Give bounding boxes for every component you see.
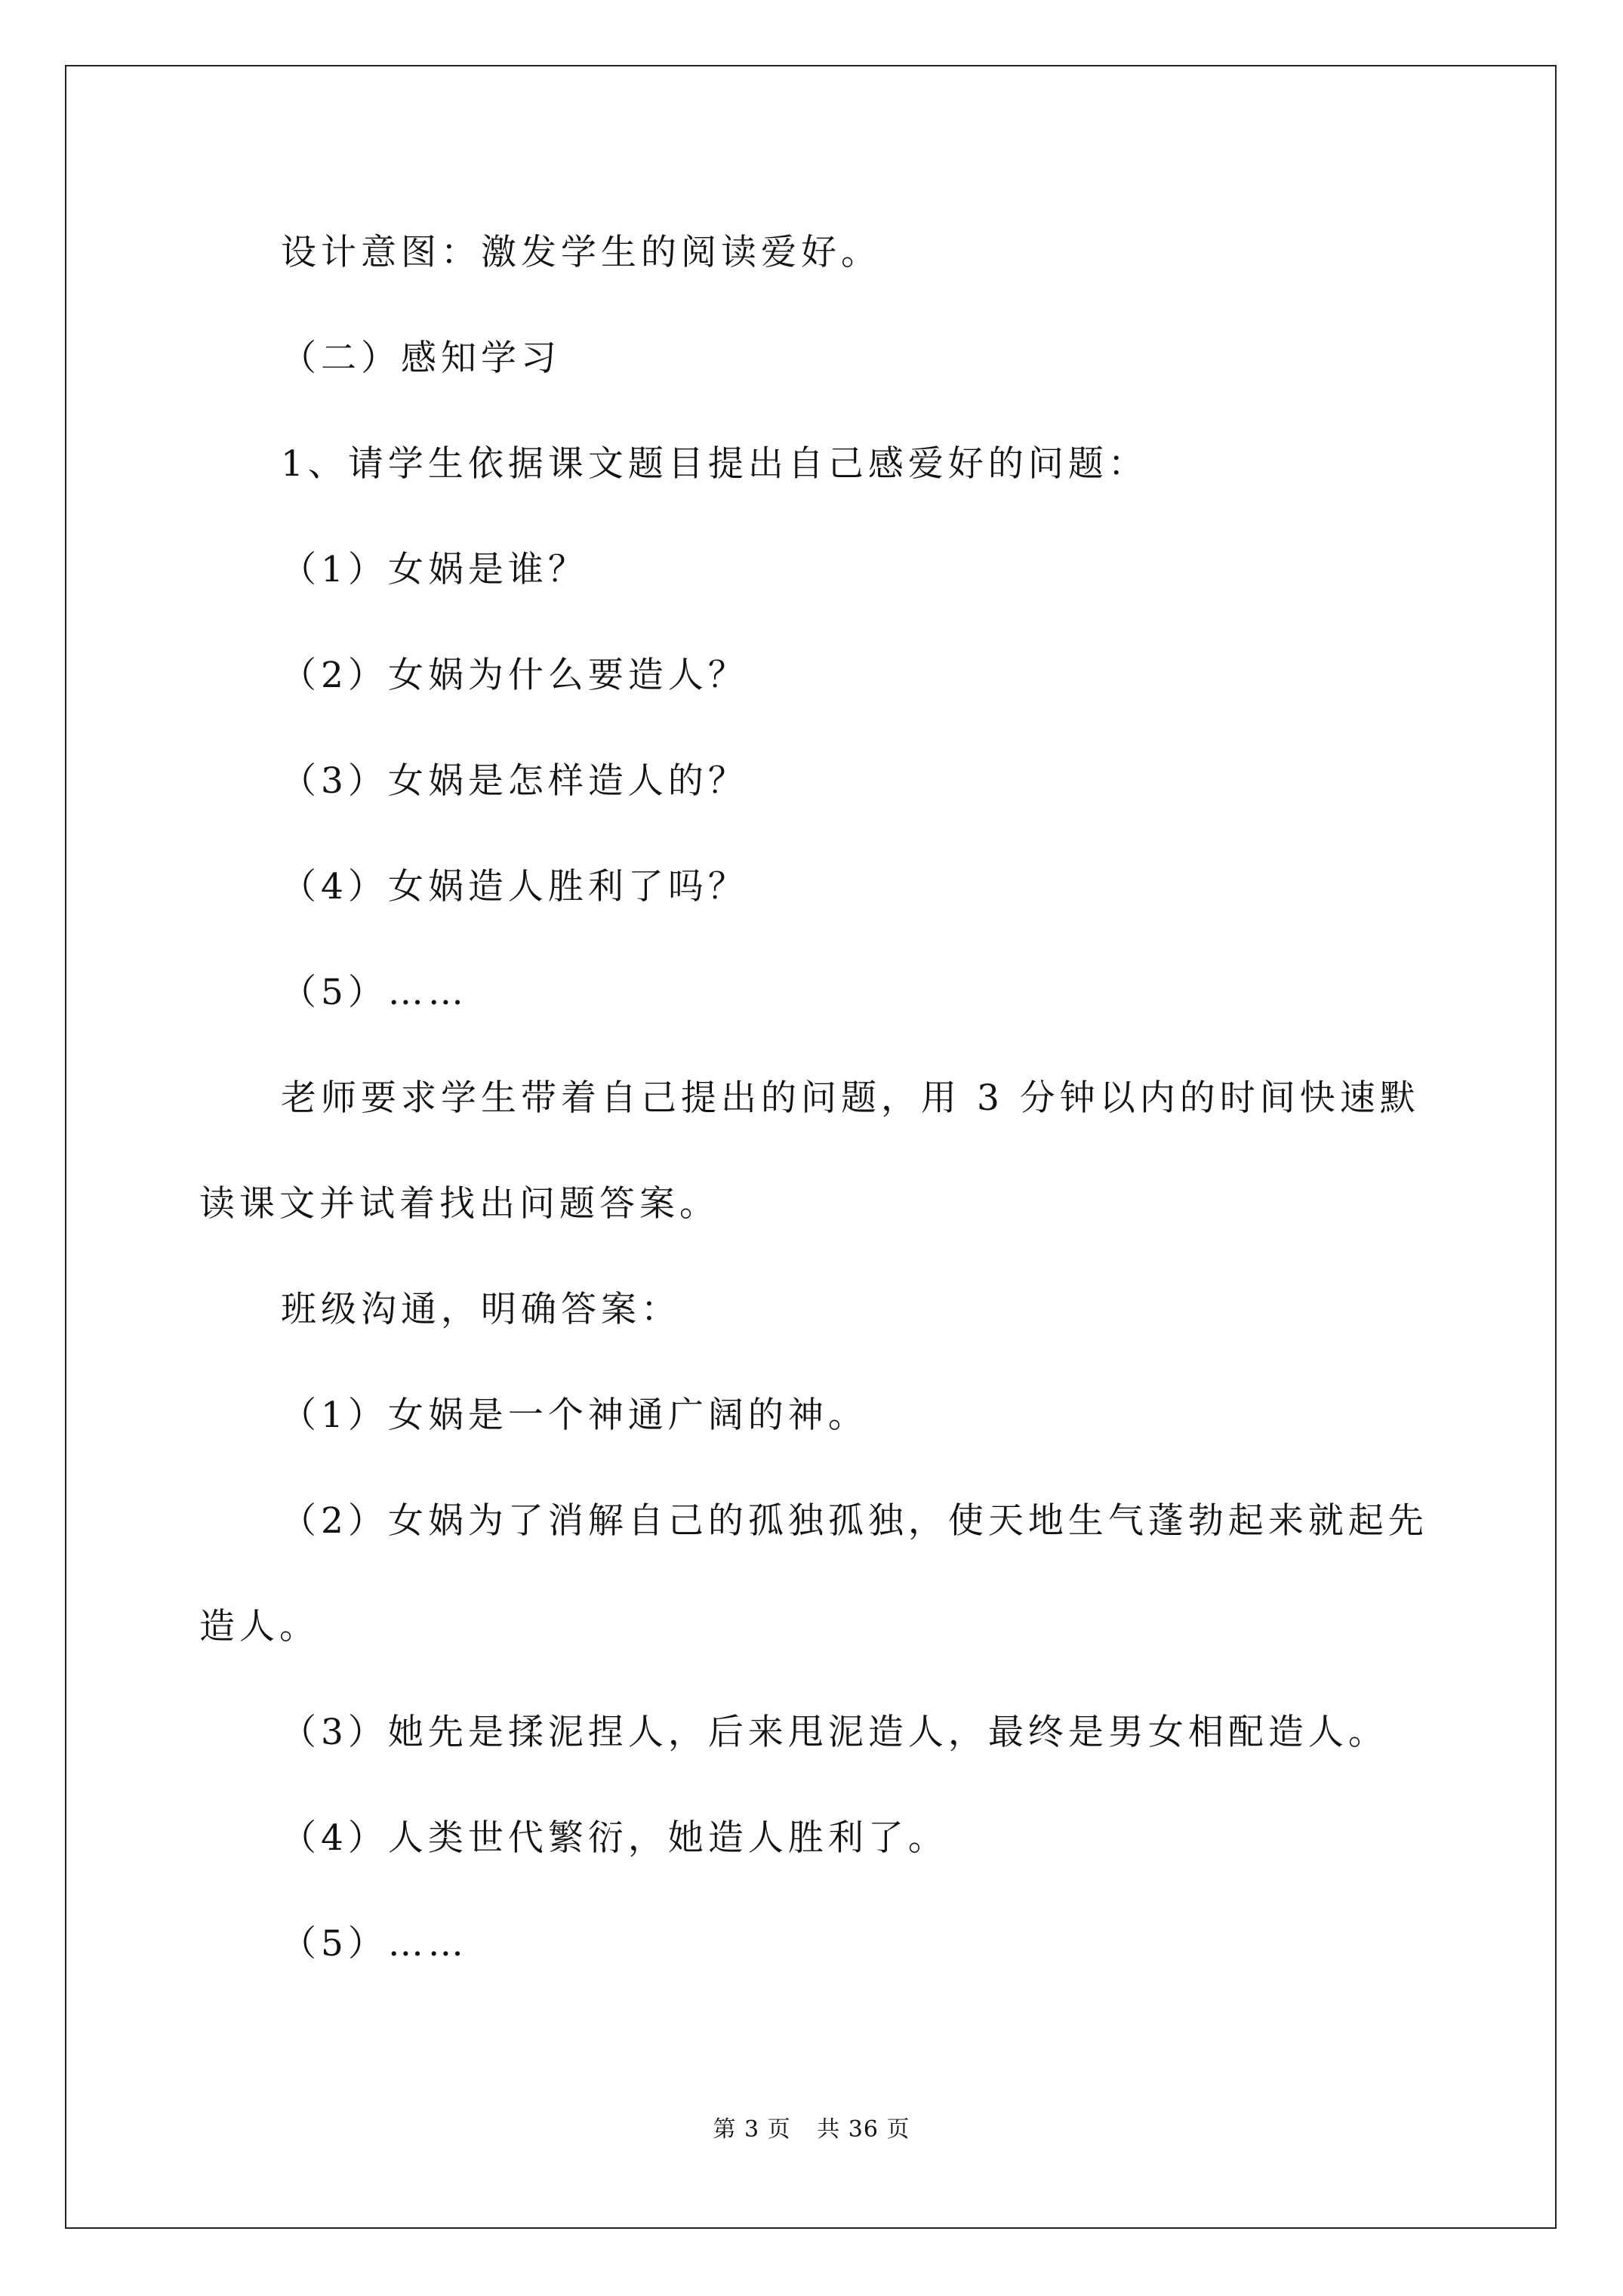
answer-item-1: （1）女娲是一个神通广阔的神。 bbox=[281, 1395, 868, 1436]
answer-item-5: （5）…… bbox=[281, 1923, 468, 1965]
page-frame bbox=[65, 65, 1557, 2229]
question-prompt-line: 1、请学生依据课文题目提出自己感爱好的问题： bbox=[281, 443, 1148, 485]
class-discussion-line: 班级沟通，明确答案： bbox=[281, 1289, 681, 1330]
teacher-instruction-line-1: 老师要求学生带着自己提出的问题，用 3 分钟以内的时间快速默 bbox=[281, 1077, 1420, 1119]
question-item-2: （2）女娲为什么要造人？ bbox=[281, 655, 748, 696]
answer-item-2-line-1: （2）女娲为了消解自己的孤独孤独，使天地生气蓬勃起来就起先 bbox=[281, 1500, 1428, 1542]
teacher-instruction-line-2: 读课文并试着找出问题答案。 bbox=[199, 1183, 719, 1225]
page-footer bbox=[0, 2115, 1623, 2145]
answer-item-2-line-2: 造人。 bbox=[199, 1606, 319, 1647]
section-heading: （二）感知学习 bbox=[281, 337, 561, 379]
question-item-5: （5）…… bbox=[281, 972, 468, 1013]
question-item-1: （1）女娲是谁？ bbox=[281, 549, 588, 590]
answer-item-3: （3）她先是揉泥捏人，后来甩泥造人，最终是男女相配造人。 bbox=[281, 1712, 1388, 1753]
design-intent-line: 设计意图：激发学生的阅读爱好。 bbox=[281, 232, 881, 273]
question-item-4: （4）女娲造人胜利了吗？ bbox=[281, 866, 748, 908]
question-item-3: （3）女娲是怎样造人的？ bbox=[281, 760, 748, 802]
answer-item-4: （4）人类世代繁衍，她造人胜利了。 bbox=[281, 1817, 948, 1859]
page-number-current: 第 3 页 bbox=[713, 2116, 791, 2143]
page-number-total: 共 36 页 bbox=[817, 2116, 910, 2143]
